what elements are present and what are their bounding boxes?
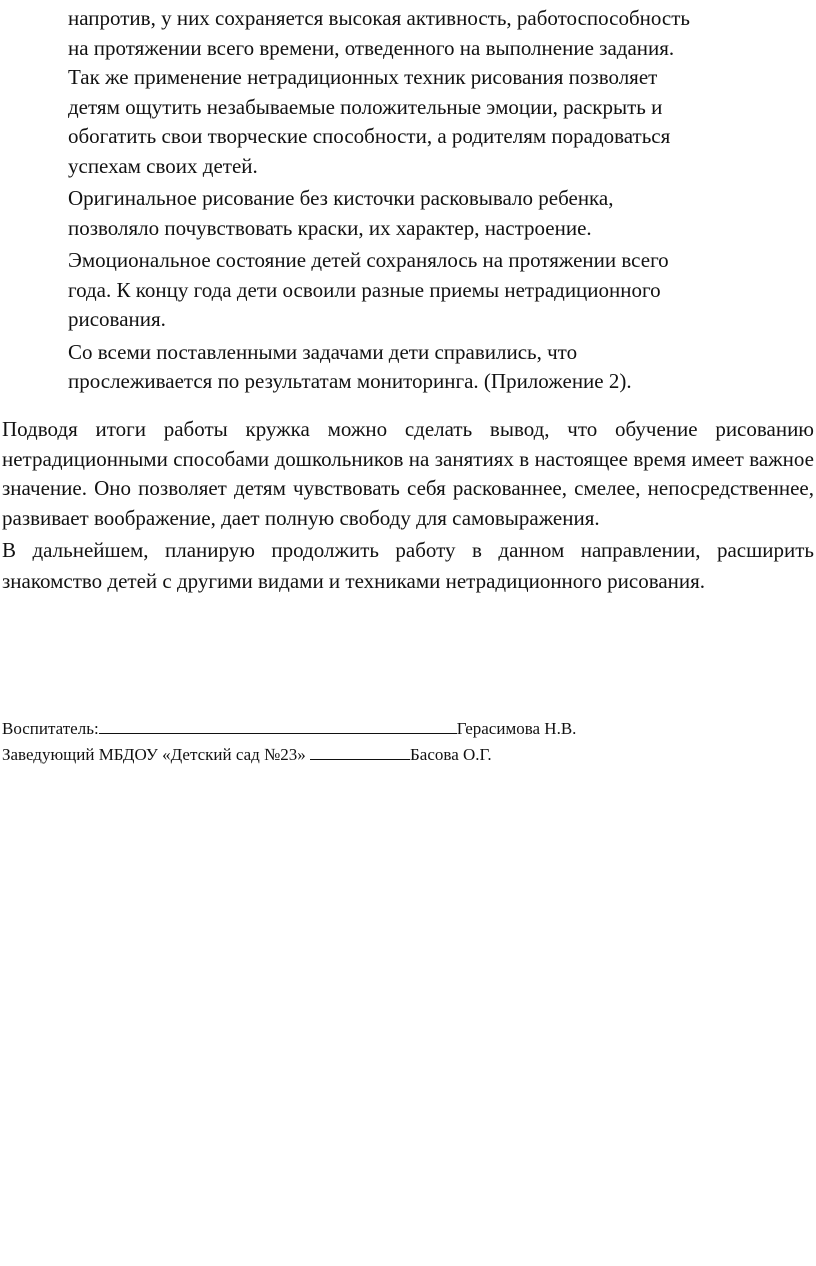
paragraph-original-drawing	[68, 184, 808, 243]
text-line: на протяжении всего времени, отведенного на выполнение задания.	[68, 35, 675, 60]
educator-label: Воспитатель:	[2, 719, 99, 738]
head-label: Заведующий МБДОУ «Детский сад №23»	[2, 745, 311, 764]
text-line: напротив, у них сохраняется высокая активность, работоспособность	[68, 6, 691, 30]
text-line: Со всеми поставленными задачами дети справились, что	[68, 339, 578, 364]
paragraph-future-plans: В дальнейшем, планирую продолжить работу в данном направлении, расширить знакомство детей с другими видами и техниками нетрадиционного рисования.	[2, 538, 814, 593]
text-line: успехам своих детей.	[68, 153, 258, 178]
indented-text-block	[68, 4, 808, 397]
paragraph-monitoring	[68, 338, 808, 397]
paragraph-emotional-state	[68, 246, 808, 335]
text-line: детям ощутить незабываемые положительные эмоции, раскрыть и	[68, 94, 663, 119]
text-line: Оригинальное рисование без кисточки расковывало ребенка,	[68, 186, 614, 210]
text-line: рисования.	[68, 307, 166, 331]
signature-blank	[310, 743, 410, 760]
paragraph-conclusion: Подводя итоги работы кружка можно сделать вывод, что обучение рисованию нетрадиционными способами дошкольников на занятиях в настоящее время имеет важное значение. Оно позволяет детям чувствовать себя раскованнее, смелее, непосредственнее, развивает воображение, дает полную свободу для самовыражения.	[2, 417, 814, 530]
text-line: позволяло почувствовать краски, их характер, настроение.	[68, 215, 592, 240]
conclusion-block	[2, 415, 814, 597]
text-line: обогатить свои творческие способности, а родителям порадоваться	[68, 124, 671, 148]
educator-name: Герасимова Н.В.	[456, 719, 577, 738]
text-line: года. К концу года дети освоили разные приемы нетрадиционного	[68, 277, 661, 302]
signature-block	[2, 716, 814, 768]
text-line: Так же применение нетрадиционных техник рисования позволяет	[68, 65, 658, 89]
paragraph-activity	[68, 4, 808, 181]
signature-blank	[99, 717, 457, 734]
text-line: Эмоциональное состояние детей сохранялось на протяжении всего	[68, 248, 669, 272]
educator-signature-line	[2, 716, 814, 742]
head-signature-line	[2, 742, 814, 768]
text-line: прослеживается по результатам мониторинга. (Приложение 2).	[68, 369, 632, 393]
head-name: Басова О.Г.	[410, 745, 492, 764]
